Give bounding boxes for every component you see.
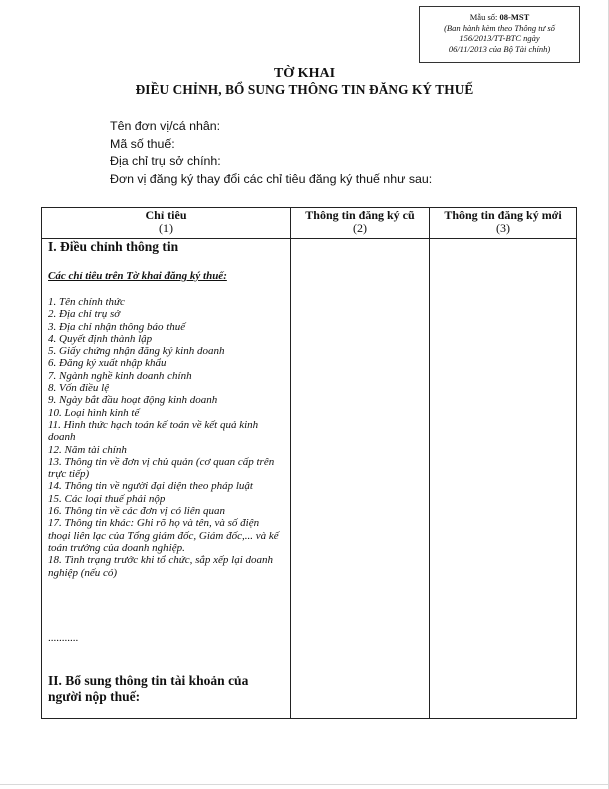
document-title: TỜ KHAI [273, 66, 336, 81]
list-item: 11. Hình thức hạch toán kế toán về kết quả kinh doanh [48, 418, 259, 444]
form-code: 08-MST [499, 12, 530, 22]
tax-code-label: Mã số thuế: [110, 136, 175, 151]
column-header-label: Thông tin đăng ký cũ [305, 208, 415, 222]
declaration-text: Đơn vị đăng ký thay đổi các chỉ tiêu đăng ký thuế như sau: [110, 171, 433, 186]
section-2-title: II. Bổ sung thông tin tài khoản của người nộp thuế: [48, 673, 249, 704]
page-edge [0, 784, 609, 785]
document-subtitle: ĐIỀU CHỈNH, BỔ SUNG THÔNG TIN ĐĂNG KÝ THUẾ [135, 82, 474, 97]
list-item: 3. Địa chỉ nhận thông báo thuế [48, 320, 186, 333]
form-code-label: Mẫu số: [469, 12, 500, 22]
column-divider [290, 208, 291, 718]
address-label: Địa chỉ trụ sở chính: [110, 154, 221, 168]
indicator-list [48, 296, 284, 579]
form-note-line: 06/11/2013 của Bộ Tài chính) [448, 43, 551, 54]
form-code-box [419, 6, 580, 63]
list-item: 5. Giấy chứng nhận đăng ký kinh doanh [48, 345, 225, 358]
list-item: 17. Thông tin khác: Ghi rõ họ và tên, và số điện thoại liên lạc của Tổng giám đốc, Giám đốc,... và kế toán trưởng của doanh nghiệp. [48, 517, 279, 554]
list-item: 15. Các loại thuế phải nộp [48, 492, 166, 505]
list-item: 1. Tên chính thức [48, 296, 125, 308]
column-divider [429, 208, 430, 718]
form-note-line: (Ban hành kèm theo Thông tư số [444, 22, 555, 33]
list-item: 16. Thông tin về các đơn vị có liên quan [48, 505, 225, 518]
list-item: 6. Đăng ký xuất nhập khẩu [48, 357, 167, 370]
column-header-indicator [42, 209, 290, 235]
section-1-subtitle: Các chỉ tiêu trên Tờ khai đăng ký thuế: [48, 270, 227, 282]
list-item: 14. Thông tin về người đại diện theo pháp luật [48, 480, 253, 493]
taxpayer-info [110, 118, 432, 188]
list-item: 8. Vốn điều lệ [48, 382, 110, 395]
list-item: 7. Ngành nghề kinh doanh chính [48, 369, 192, 382]
column-header-label: Thông tin đăng ký mới [444, 208, 562, 222]
form-note-line: 156/2013/TT-BTC ngày [459, 33, 540, 43]
column-header-label: Chỉ tiêu [145, 208, 187, 222]
list-item: 18. Tình trạng trước khi tổ chức, sắp xếp lại doanh nghiệp (nếu có) [48, 554, 274, 579]
list-item: 4. Quyết định thành lập [48, 332, 153, 345]
column-header-new-info [430, 209, 576, 235]
section-1-title: I. Điều chỉnh thông tin [48, 239, 179, 254]
column-header-number: (2) [353, 221, 367, 235]
column-header-old-info [291, 209, 429, 235]
list-item: 10. Loại hình kinh tế [48, 406, 140, 419]
continuation-dots: ........... [48, 632, 79, 644]
list-item: 9. Ngày bắt đầu hoạt động kinh doanh [48, 394, 218, 407]
registration-table [41, 207, 577, 719]
list-item: 13. Thông tin về đơn vị chủ quản (cơ quan cấp trên trực tiếp) [48, 455, 275, 481]
column-header-number: (1) [159, 221, 173, 235]
form-code-line [420, 12, 579, 23]
column-header-number: (3) [496, 221, 510, 235]
list-item: 2. Địa chỉ trụ sở [48, 308, 121, 321]
list-item: 12. Năm tài chính [48, 443, 127, 456]
taxpayer-name-label: Tên đơn vị/cá nhân: [110, 119, 221, 133]
